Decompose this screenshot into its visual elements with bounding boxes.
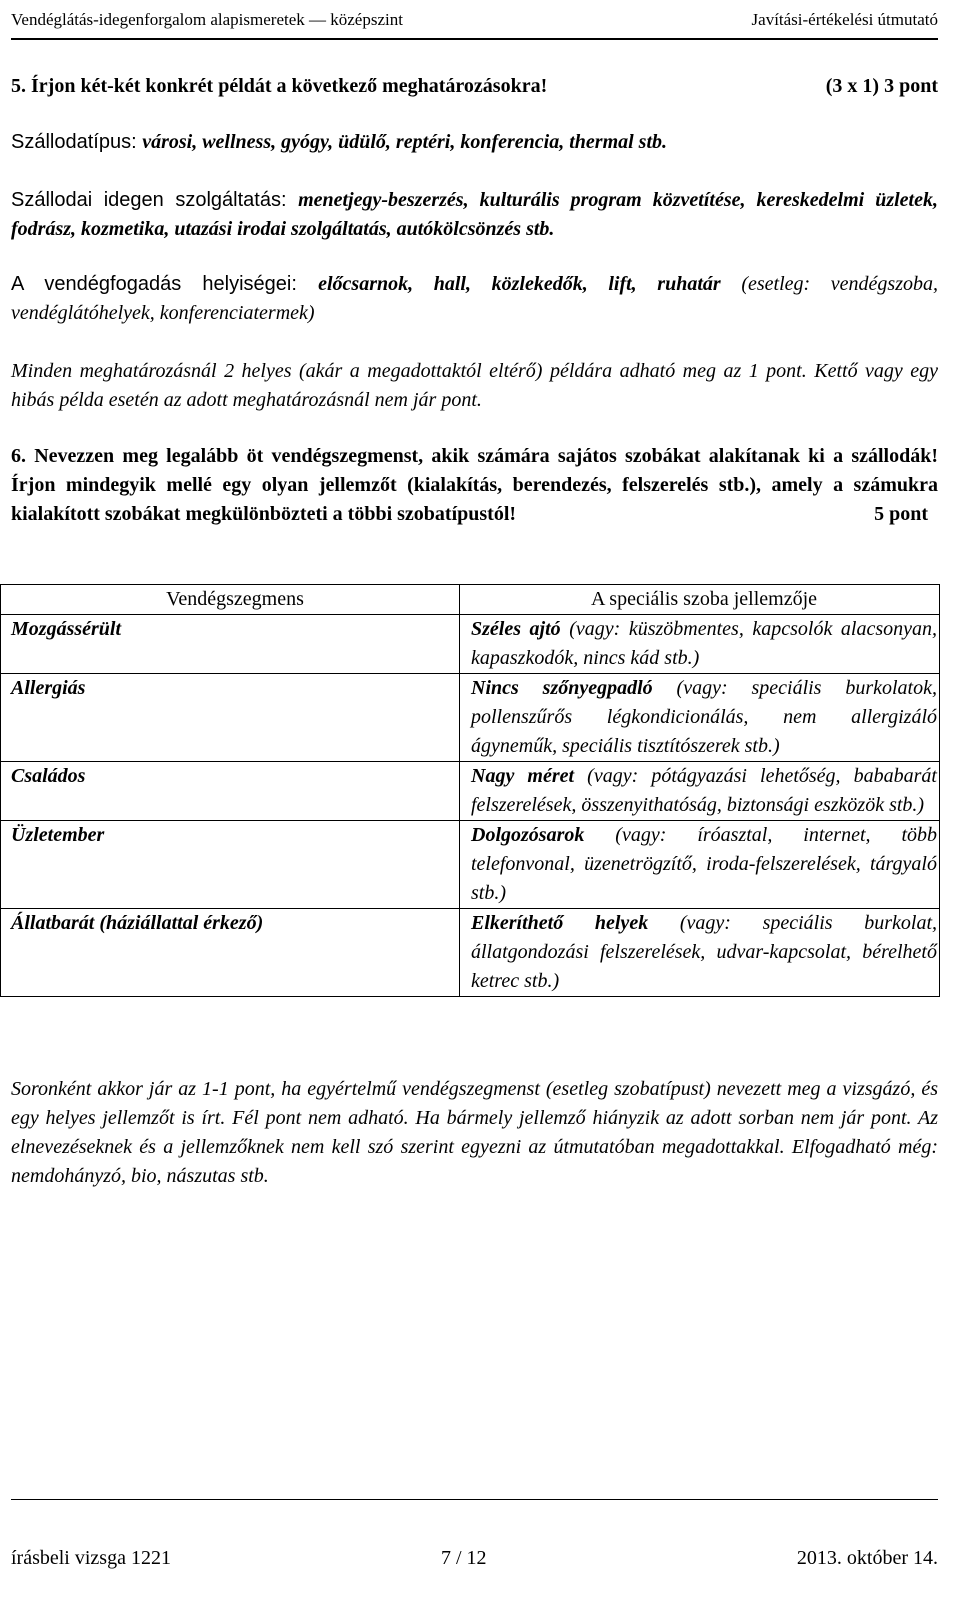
feature-cell (460, 762, 940, 821)
q6-title: 6. Nevezzen meg legalább öt vendégszegmenst, akik számára sajátos szobákat alakítanak ki a szállodák! Írjon mindegyik mellé egy olyan jellemzőt (kialakítás, berendezés, felszerelés stb.), amely a számukra kialakított szobákat megkülönbözteti a többi szobatípustól! (11, 445, 938, 525)
table-row (1, 674, 940, 762)
feature-cell (460, 909, 940, 997)
q6-points: 5 pont (874, 503, 928, 525)
footer-divider (11, 1499, 938, 1500)
feature-key: Nagy méret (471, 765, 575, 787)
segment-cell: Üzletember (1, 821, 460, 909)
header-subject: Vendéglátás-idegenforgalom alapismeretek — középszint (11, 10, 403, 29)
q5-reception-answer: előcsarnok, hall, közlekedők, lift, ruhatár (318, 273, 721, 295)
q5-note-2: Kettő vagy egy hibás példa esetén az adott meghatározásnál nem jár pont. (11, 360, 939, 411)
segment-table-header (1, 585, 940, 615)
feature-cell (460, 615, 940, 674)
feature-detail: (vagy: speciális burkolat, állatgondozási felszerelések, udvar-kapcsolat, bérelhető ketrec stb.) (471, 912, 937, 992)
q5-foreign-service-answer: menetjegy-beszerzés, kulturális program közvetítése, kereskedelmi üzletek, fodrász, kozmetika, utazási irodai szolgáltatás, autókölcsönzés stb. (11, 189, 938, 240)
q5-hotel-type-label: Szállodatípus: (11, 131, 143, 153)
q6-scoring-note: Soronként akkor jár az 1-1 pont, ha egyértelmű vendégszegmenst (esetleg szobatípust) nevezett meg a vizsgázó, és egy helyes jellemzőt is írt. Fél pont nem adható. Ha bármely jellemző hiányzik az adott sorban nem jár pont. Az elnevezéseknek és a jellemzőknek nem kell szó szerint egyezni az útmutatóban megadottakkal. Elfogadható még: nemdohányzó, bio, nászutas stb. (11, 1078, 938, 1187)
feature-detail: (vagy: íróasztal, internet, több telefonvonal, üzenetrögzítő, iroda-felszerelések, tárgyaló stb.) (471, 824, 937, 904)
table-row (1, 762, 940, 821)
feature-detail: (vagy: küszöbmentes, kapcsolók alacsonyan, kapaszkodók, nincs kád stb.) (471, 618, 937, 669)
q5-foreign-service (11, 186, 938, 244)
q5-reception (11, 270, 938, 328)
q5-hotel-type (11, 128, 938, 157)
segment-cell: Allergiás (1, 674, 460, 762)
feature-detail: (vagy: speciális burkolatok, pollenszűrős légkondicionálás, nem allergizáló ágyneműk, speciális tisztítószerek stb.) (471, 677, 937, 757)
page-header (11, 4, 938, 40)
feature-key: Dolgozósarok (471, 824, 585, 846)
table-row (1, 615, 940, 674)
q6-title-block (11, 442, 938, 529)
page-footer (11, 1544, 938, 1572)
segment-cell: Családos (1, 762, 460, 821)
segment-col-header: Vendégszegmens (1, 585, 460, 615)
q5-reception-label: A vendégfogadás helyiségei: (11, 273, 319, 295)
segment-cell: Állatbarát (háziállattal érkező) (1, 909, 460, 997)
header-doc-type: Javítási-értékelési útmutató (751, 10, 938, 29)
footer-page-number: 7 / 12 (441, 1547, 487, 1569)
q5-title-line (11, 72, 938, 101)
q5-note (11, 357, 938, 415)
q5-title: 5. Írjon két-két konkrét példát a következő meghatározásokra! (11, 75, 548, 97)
table-row (1, 909, 940, 997)
segment-cell: Mozgássérült (1, 615, 460, 674)
q5-note-1: Minden meghatározásnál 2 helyes (akár a megadottaktól eltérő) példára adható meg az 1 pont. (11, 360, 807, 382)
q5-foreign-service-label: Szállodai idegen szolgáltatás: (11, 189, 299, 211)
footer-exam-code: írásbeli vizsga 1221 (11, 1547, 171, 1569)
segment-table (0, 584, 940, 997)
table-row (1, 821, 940, 909)
q5-reception-extra: (esetleg: vendégszoba, vendéglátóhelyek, konferenciatermek) (11, 273, 939, 324)
feature-col-header: A speciális szoba jellemzője (460, 585, 940, 615)
feature-key: Elkeríthető helyek (471, 912, 649, 934)
q5-points: (3 x 1) 3 pont (825, 75, 938, 97)
q5-hotel-type-answer: városi, wellness, gyógy, üdülő, reptéri, konferencia, thermal stb. (142, 131, 668, 153)
feature-cell (460, 821, 940, 909)
feature-cell (460, 674, 940, 762)
feature-detail: (vagy: pótágyazási lehetőség, bababarát felszerelések, összenyithatóság, biztonsági eszközök stb.) (471, 765, 937, 816)
footer-date: 2013. október 14. (796, 1547, 938, 1569)
feature-key: Széles ajtó (471, 618, 561, 640)
feature-key: Nincs szőnyegpadló (471, 677, 653, 699)
